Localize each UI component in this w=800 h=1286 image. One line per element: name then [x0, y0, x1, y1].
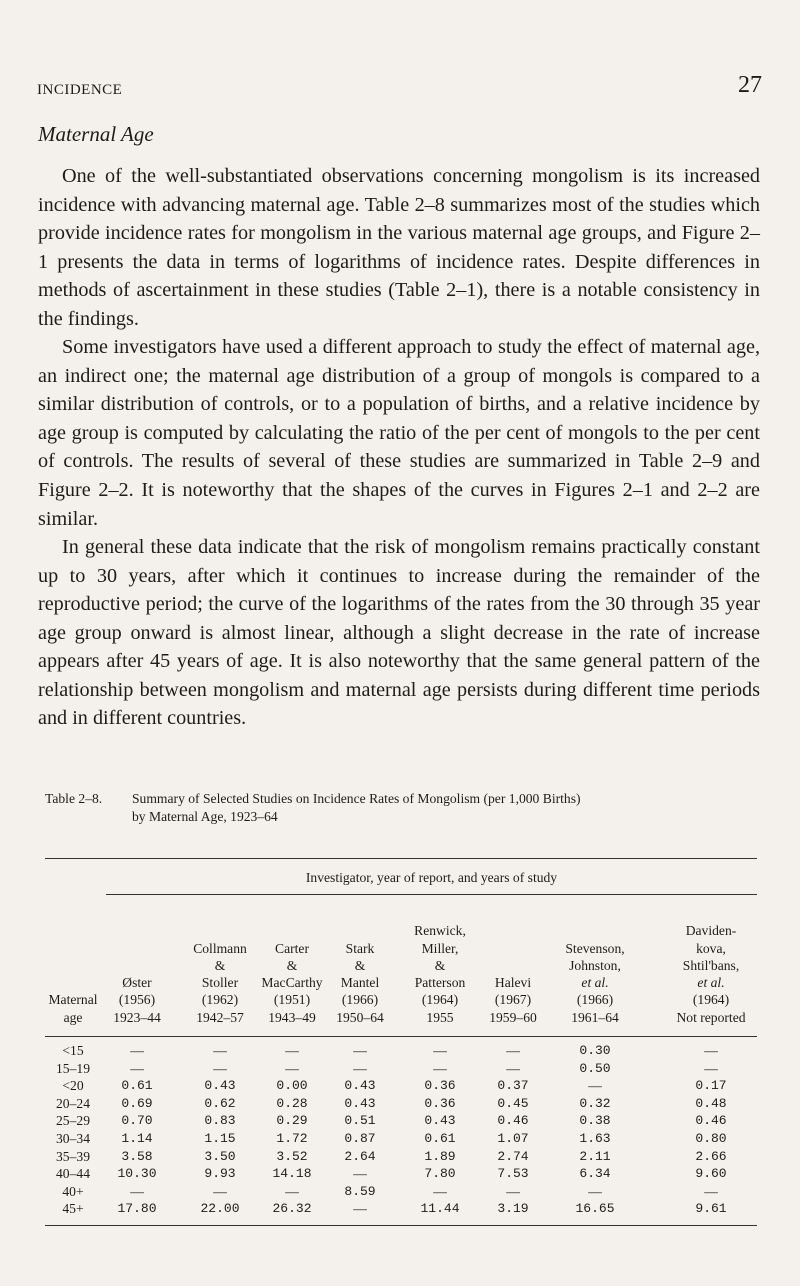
- table-cell: 0.28: [276, 1095, 308, 1111]
- row-age-label: 35–39: [56, 1148, 90, 1164]
- column-header-line: Renwick,: [414, 923, 466, 939]
- table-cell: 9.61: [695, 1201, 727, 1217]
- column-header-line: Not reported: [676, 1009, 746, 1025]
- table-cell: 0.46: [497, 1113, 529, 1129]
- running-head: INCIDENCE: [37, 82, 123, 98]
- table-cell: 0.37: [497, 1078, 529, 1094]
- table-cell: —: [285, 1043, 299, 1058]
- column-header-line: (1964): [421, 992, 459, 1008]
- column-header-line: (1962): [201, 992, 239, 1008]
- column-header-line: Stark: [345, 940, 375, 956]
- page-header: [37, 72, 762, 104]
- table-cell: —: [433, 1060, 447, 1076]
- table-cell: 0.50: [579, 1060, 611, 1076]
- table-cell: 0.46: [695, 1113, 727, 1129]
- row-age-label: 25–29: [56, 1113, 90, 1129]
- table-cell: —: [704, 1060, 718, 1076]
- table-cell: 0.69: [121, 1095, 153, 1111]
- column-header-line: Stevenson,: [565, 940, 625, 956]
- table-row: [45, 1043, 757, 1061]
- table-cell: 9.60: [695, 1166, 727, 1182]
- table-label: Table 2–8.: [45, 791, 103, 806]
- table-cell: 8.59: [344, 1183, 376, 1199]
- row-age-label: 30–34: [56, 1130, 90, 1146]
- spanner-rule: [106, 894, 757, 895]
- column-header-line: Maternal: [48, 992, 98, 1008]
- table-cell: 0.36: [424, 1095, 456, 1111]
- table-cell: 7.80: [424, 1166, 456, 1182]
- table-row: [45, 1131, 757, 1149]
- column-header-line: (1967): [494, 992, 532, 1008]
- section-title: Maternal Age: [38, 122, 154, 146]
- header-bottom-rule: [45, 1036, 757, 1037]
- column-header-line: Johnston,: [569, 957, 621, 973]
- table-column-headers: [45, 906, 757, 1026]
- table-cell: 0.43: [424, 1113, 456, 1129]
- column-header-line: Miller,: [421, 940, 459, 956]
- column-header-line: (1964): [692, 992, 730, 1008]
- table-title-line1: Summary of Selected Studies on Incidence Rates of Mongolism (per 1,000 Births): [132, 791, 581, 806]
- column-header-line: Stoller: [201, 975, 239, 991]
- table-cell: —: [588, 1078, 602, 1094]
- table-cell: 1.72: [276, 1130, 308, 1146]
- column-header-line: &: [434, 957, 446, 973]
- table-cell: 1.15: [204, 1130, 236, 1146]
- table-cell: —: [130, 1043, 144, 1058]
- table-cell: 2.74: [497, 1148, 529, 1164]
- table-cell: 3.52: [276, 1148, 308, 1164]
- paragraph: One of the well-substantiated observations concerning mongolism is its increased incidence with advancing maternal age. Table 2–8 summarizes most of the studies which provide incidence rates for mongolism in the various maternal age groups, and Figure 2–1 presents the data in terms of logarithms of incidence rates. Despite differences in methods of ascertainment in these studies (Table 2–1), there is a notable consistency in the findings.: [38, 165, 760, 330]
- table-row: [45, 1113, 757, 1131]
- column-header-line: kova,: [696, 940, 726, 956]
- table-cell: 0.38: [579, 1113, 611, 1129]
- table-cell: 9.93: [204, 1166, 236, 1182]
- table-cell: —: [353, 1201, 367, 1217]
- table-cell: 0.45: [497, 1095, 529, 1111]
- table-cell: —: [704, 1043, 718, 1058]
- table-cell: 22.00: [200, 1201, 240, 1217]
- row-age-label: 40–44: [56, 1166, 90, 1182]
- table-row: [45, 1184, 757, 1202]
- table-cell: 16.65: [575, 1201, 615, 1217]
- table-cell: 0.43: [204, 1078, 236, 1094]
- table-cell: 1.89: [424, 1148, 456, 1164]
- column-header-line: 1959–60: [489, 1009, 537, 1025]
- table-cell: 3.58: [121, 1148, 153, 1164]
- table-cell: —: [506, 1060, 520, 1076]
- table-cell: —: [285, 1183, 299, 1199]
- row-age-label: 40+: [62, 1183, 84, 1199]
- table-cell: 0.87: [344, 1130, 376, 1146]
- table-cell: 1.07: [497, 1130, 529, 1146]
- table-cell: 0.29: [276, 1113, 308, 1129]
- table-cell: 0.43: [344, 1078, 376, 1094]
- column-header-investigator: [535, 940, 655, 1026]
- column-header-line: Øster: [122, 975, 152, 991]
- row-age-label: 15–19: [56, 1060, 90, 1076]
- column-header-line: 1942–57: [196, 1009, 244, 1025]
- column-header-line: 1923–44: [113, 1009, 161, 1025]
- table-top-rule: [45, 858, 757, 859]
- table-cell: 26.32: [272, 1201, 312, 1217]
- table-cell: 2.66: [695, 1148, 727, 1164]
- table-cell: 17.80: [117, 1201, 157, 1217]
- table-cell: 0.62: [204, 1095, 236, 1111]
- table-cell: —: [285, 1060, 299, 1076]
- table-cell: 0.30: [579, 1043, 611, 1058]
- table-cell: 0.83: [204, 1113, 236, 1129]
- table-cell: 11.44: [420, 1201, 460, 1217]
- table-cell: 0.48: [695, 1095, 727, 1111]
- table-cell: —: [433, 1183, 447, 1199]
- table-cell: 1.14: [121, 1130, 153, 1146]
- column-header-line: &: [214, 957, 226, 973]
- table-cell: 0.80: [695, 1130, 727, 1146]
- table-cell: —: [353, 1060, 367, 1076]
- column-header-line: &: [354, 957, 366, 973]
- row-age-label: 20–24: [56, 1095, 90, 1111]
- body-text: [38, 162, 760, 733]
- table-cell: —: [353, 1043, 367, 1058]
- table-cell: 0.43: [344, 1095, 376, 1111]
- column-header-line: age: [63, 1009, 83, 1025]
- table-bottom-rule: [45, 1225, 757, 1226]
- column-header-investigator: [651, 922, 771, 1026]
- column-header-line: 1961–64: [571, 1009, 619, 1025]
- column-header-line: (1956): [118, 992, 156, 1008]
- column-header-line: &: [286, 957, 298, 973]
- table-cell: 6.34: [579, 1166, 611, 1182]
- column-header-line: et al.: [697, 975, 725, 991]
- column-header-line: Collmann: [193, 940, 247, 956]
- column-header-line: (1966): [576, 992, 614, 1008]
- table-row: [45, 1078, 757, 1096]
- table-spanner-heading: Investigator, year of report, and years of study: [305, 870, 558, 885]
- column-header-line: Mantel: [340, 975, 380, 991]
- page-number: 27: [738, 72, 762, 98]
- table-cell: 0.32: [579, 1095, 611, 1111]
- table-cell: —: [213, 1183, 227, 1199]
- table-cell: 3.19: [497, 1201, 529, 1217]
- table-cell: —: [704, 1183, 718, 1199]
- table-cell: 2.11: [579, 1148, 611, 1164]
- column-header-line: Patterson: [414, 975, 466, 991]
- table-cell: 0.36: [424, 1078, 456, 1094]
- table-cell: 0.70: [121, 1113, 153, 1129]
- table-cell: 3.50: [204, 1148, 236, 1164]
- table-body: [45, 1043, 757, 1219]
- table-cell: 7.53: [497, 1166, 529, 1182]
- table-cell: 2.64: [344, 1148, 376, 1164]
- table-cell: —: [130, 1060, 144, 1076]
- table-cell: —: [353, 1166, 367, 1182]
- column-header-line: Daviden-: [685, 923, 737, 939]
- column-header-line: Shtil'bans,: [682, 957, 740, 973]
- column-header-line: 1950–64: [336, 1009, 384, 1025]
- table-row: [45, 1061, 757, 1079]
- table-cell: 0.51: [344, 1113, 376, 1129]
- row-age-label: 45+: [62, 1201, 84, 1217]
- row-age-label: <15: [62, 1043, 84, 1058]
- table-cell: —: [130, 1183, 144, 1199]
- column-header-line: MacCarthy: [261, 975, 323, 991]
- table-row: [45, 1149, 757, 1167]
- table-row: [45, 1096, 757, 1114]
- column-header-line: Carter: [275, 940, 309, 956]
- column-header-line: 1955: [426, 1009, 454, 1025]
- table-row: [45, 1201, 757, 1219]
- table-row: [45, 1166, 757, 1184]
- table-cell: 1.63: [579, 1130, 611, 1146]
- column-header-line: Halevi: [494, 975, 532, 991]
- paragraph: In general these data indicate that the risk of mongolism remains practically constant up to 30 years, after which it continues to increase during the remainder of the reproductive period; the curve of the logarithms of the rates from the 30 through 35 year age group onward is almost linear, although a slight decrease in the rate of increase appears after 45 years of age. It is also noteworthy that the same general pattern of the relationship between mongolism and maternal age persists during different time periods and in different countries.: [38, 536, 760, 730]
- table-cell: 0.61: [424, 1130, 456, 1146]
- paragraph: Some investigators have used a different approach to study the effect of maternal age, an indirect one; the maternal age distribution of a group of mongols is compared to a similar distribution of controls, or to a population of births, and a relative incidence by age group is computed by calculating the ratio of the per cent of mongols to the per cent of controls. The results of several of these studies are summarized in Table 2–9 and Figure 2–2. It is noteworthy that the shapes of the curves in Figures 2–1 and 2–2 are similar.: [38, 336, 760, 530]
- table-cell: —: [506, 1043, 520, 1058]
- table-caption: [45, 790, 745, 826]
- column-header-line: (1966): [341, 992, 379, 1008]
- table-cell: 10.30: [117, 1166, 157, 1182]
- table-cell: 0.17: [695, 1078, 727, 1094]
- table-cell: —: [213, 1060, 227, 1076]
- column-header-line: et al.: [581, 975, 609, 991]
- table-cell: —: [433, 1043, 447, 1058]
- table-cell: —: [588, 1183, 602, 1199]
- column-header-line: (1951): [273, 992, 311, 1008]
- row-age-label: <20: [62, 1078, 84, 1094]
- column-header-line: 1943–49: [268, 1009, 316, 1025]
- table-cell: 0.00: [276, 1078, 308, 1094]
- table-title-line2: by Maternal Age, 1923–64: [132, 809, 278, 824]
- table-cell: —: [506, 1183, 520, 1199]
- table-cell: 14.18: [272, 1166, 312, 1182]
- table-cell: 0.61: [121, 1078, 153, 1094]
- table-cell: —: [213, 1043, 227, 1058]
